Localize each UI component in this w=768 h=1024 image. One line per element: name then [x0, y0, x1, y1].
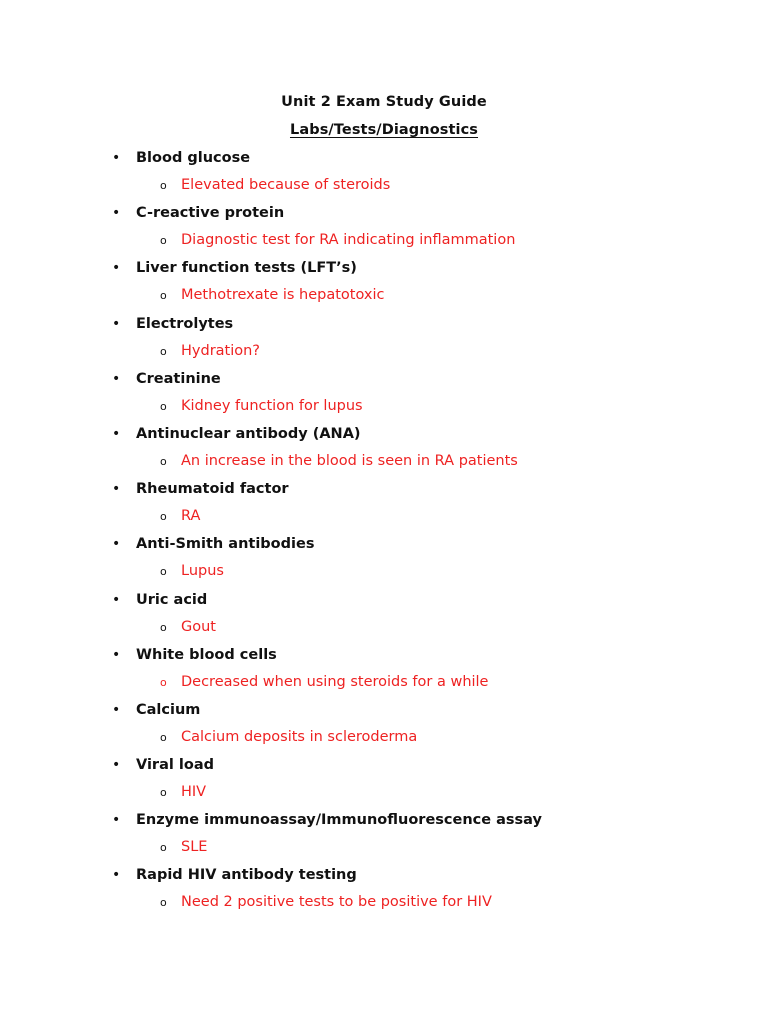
- test-note: Gout: [181, 618, 216, 635]
- test-note: Elevated because of steroids: [181, 177, 391, 193]
- list-item: [0, 315, 768, 370]
- bullet-icon: •: [112, 812, 121, 829]
- list-item: [0, 204, 768, 259]
- test-name: Calcium: [136, 701, 201, 718]
- test-name: Creatinine: [136, 370, 221, 387]
- bullet-icon: •: [112, 370, 121, 387]
- list-item: [0, 149, 768, 204]
- bullet-icon: •: [112, 425, 121, 442]
- test-name: White blood cells: [136, 646, 277, 663]
- sub-bullet-icon: o: [160, 675, 167, 689]
- test-name: Uric acid: [136, 591, 208, 608]
- page-title: Unit 2 Exam Study Guide: [281, 94, 487, 110]
- bullet-icon: •: [112, 315, 121, 332]
- test-name: Anti-Smith antibodies: [136, 536, 315, 553]
- sub-bullet-icon: o: [160, 730, 167, 744]
- bullet-icon: •: [112, 260, 121, 277]
- test-note: Hydration?: [181, 342, 261, 359]
- test-note: Calcium deposits in scleroderma: [181, 728, 418, 745]
- sub-bullet-icon: o: [160, 179, 167, 192]
- bullet-icon: •: [112, 591, 121, 608]
- test-note: Decreased when using steroids for a while: [181, 673, 489, 690]
- sub-bullet-icon: o: [160, 234, 167, 248]
- list-item: [0, 425, 768, 480]
- list-item: [0, 591, 768, 646]
- list-item: [0, 866, 768, 921]
- list-item: [0, 701, 768, 756]
- test-name: Electrolytes: [136, 315, 234, 332]
- sub-bullet-icon: o: [160, 399, 167, 413]
- study-guide-list: [0, 149, 768, 922]
- test-name: Rheumatoid factor: [136, 481, 289, 498]
- sub-bullet-icon: o: [160, 841, 167, 855]
- test-note: RA: [181, 508, 201, 525]
- list-item: [0, 480, 768, 535]
- test-name: Viral load: [136, 757, 214, 774]
- sub-bullet-icon: o: [160, 896, 167, 910]
- bullet-icon: •: [112, 701, 121, 718]
- list-item: [0, 646, 768, 701]
- test-name: C-reactive protein: [136, 205, 285, 222]
- sub-bullet-icon: o: [160, 786, 167, 800]
- bullet-icon: •: [112, 150, 121, 166]
- test-name: Antinuclear antibody (ANA): [136, 425, 361, 442]
- sub-bullet-icon: o: [160, 289, 167, 303]
- test-name: Liver function tests (LFT’s): [136, 260, 357, 277]
- sub-bullet-icon: o: [160, 620, 167, 634]
- bullet-icon: •: [112, 205, 121, 222]
- test-note: SLE: [181, 839, 208, 856]
- test-note: HIV: [181, 784, 207, 801]
- sub-bullet-icon: o: [160, 510, 167, 524]
- test-name: Enzyme immunoassay/Immunofluorescence assay: [136, 812, 542, 829]
- sub-bullet-icon: o: [160, 344, 167, 358]
- test-note: Need 2 positive tests to be positive for HIV: [181, 894, 492, 911]
- section-heading: Labs/Tests/Diagnostics: [289, 122, 479, 138]
- sub-bullet-icon: o: [160, 565, 167, 579]
- bullet-icon: •: [112, 646, 121, 663]
- bullet-icon: •: [112, 481, 121, 498]
- test-note: An increase in the blood is seen in RA patients: [181, 452, 518, 469]
- test-note: Methotrexate is hepatotoxic: [181, 287, 385, 304]
- list-item: [0, 370, 768, 425]
- test-name: Blood glucose: [136, 150, 251, 166]
- list-item: [0, 811, 768, 866]
- bullet-icon: •: [112, 757, 121, 774]
- test-note: Lupus: [181, 563, 224, 580]
- list-item: [0, 535, 768, 590]
- list-item: [0, 756, 768, 811]
- bullet-icon: •: [112, 536, 121, 553]
- test-note: Diagnostic test for RA indicating inflammation: [181, 232, 516, 249]
- bullet-icon: •: [112, 867, 121, 884]
- list-item: [0, 259, 768, 314]
- test-note: Kidney function for lupus: [181, 397, 363, 414]
- sub-bullet-icon: o: [160, 454, 167, 468]
- test-name: Rapid HIV antibody testing: [136, 867, 357, 884]
